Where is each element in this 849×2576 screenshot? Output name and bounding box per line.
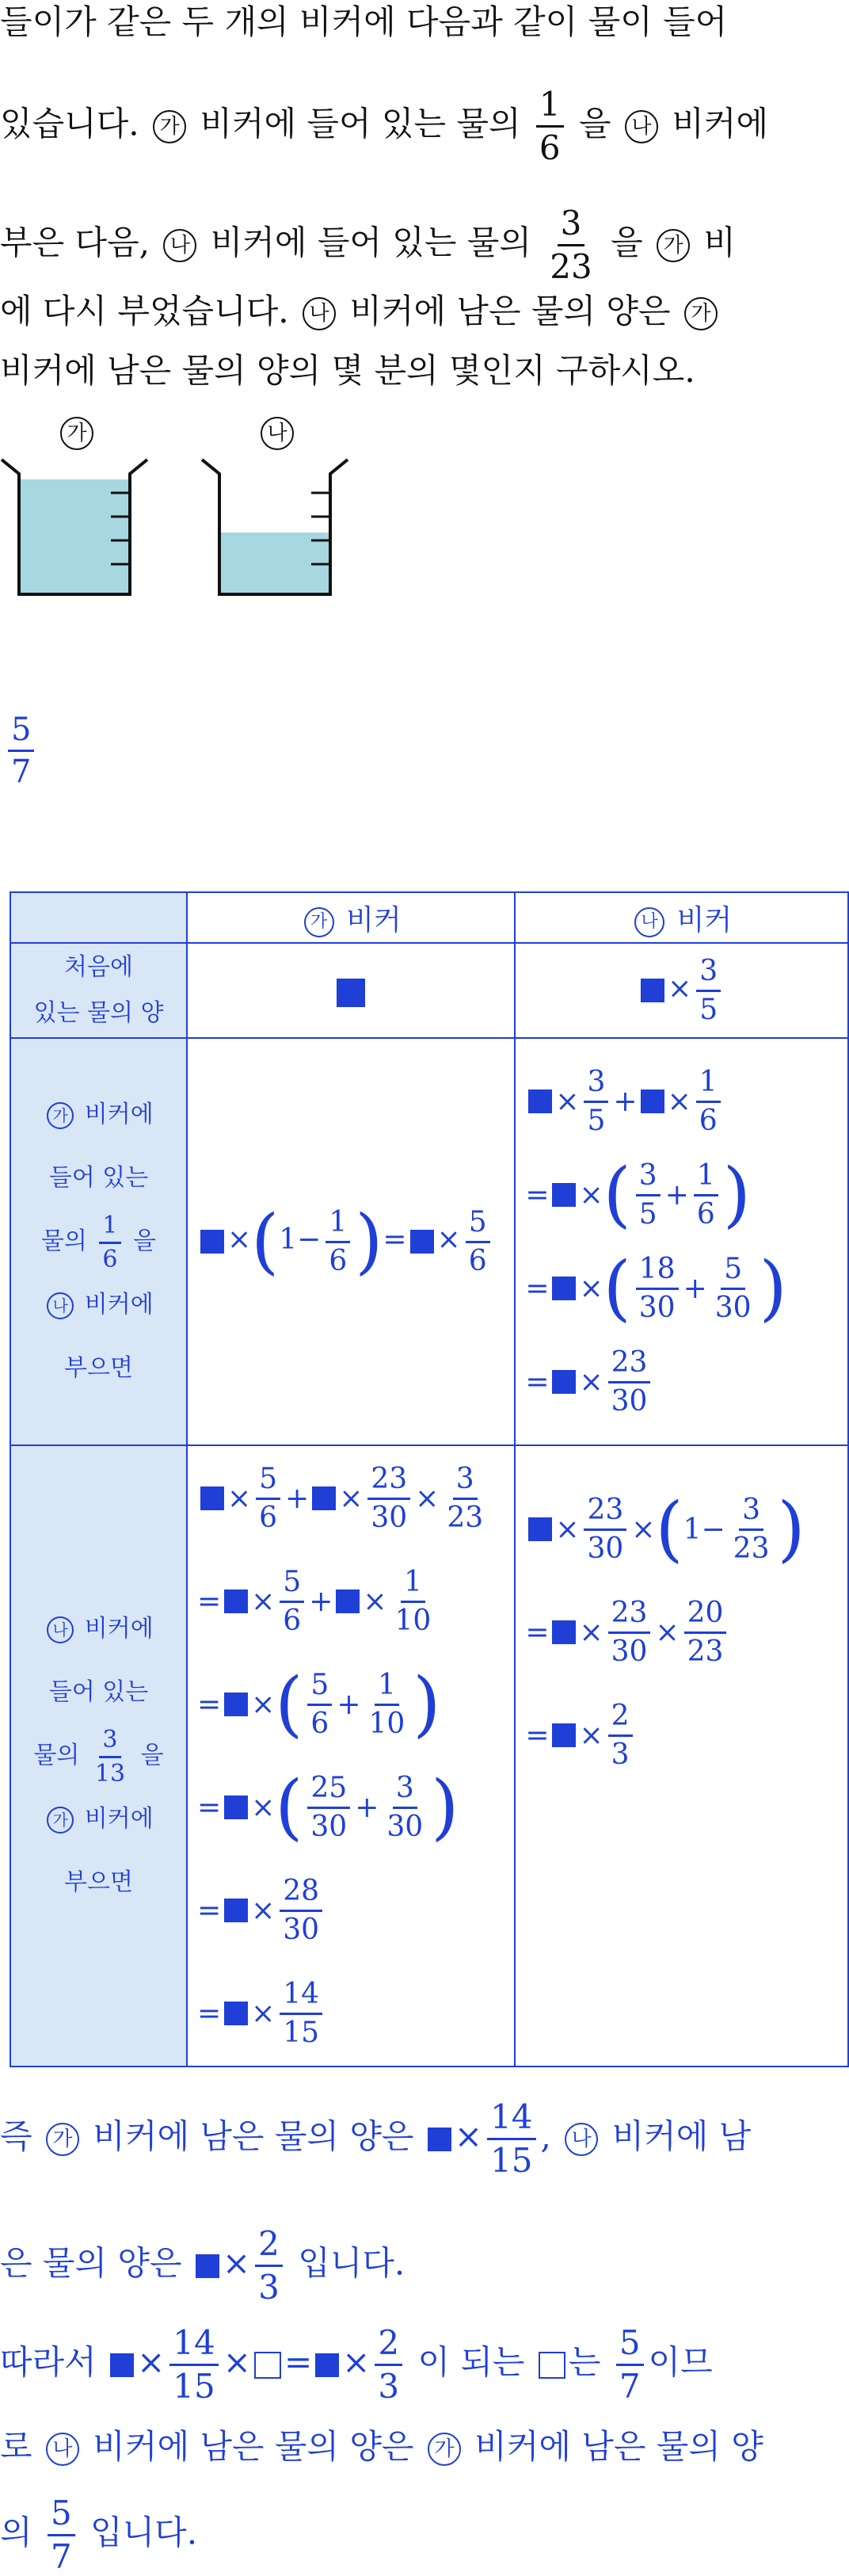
row2-a: ×(1− $\frac{1}{6}$ )= × $\frac{5}{6}$ — [187, 1038, 515, 1445]
answer-fraction: $\frac{5}{7}$ — [8, 713, 34, 788]
beaker-b-symbol: 나 — [625, 110, 658, 143]
row3-b: × $\frac{23}{30}$ × ( 1− $\frac{3}{23}$ ) = × $\frac{23}{30}$ × $\frac{20}{23}$ = × $\frac{2}{3}$ — [515, 1445, 848, 2067]
text: 을 — [579, 104, 611, 143]
explain-line-2: 은 물의 양은 × $\frac{2}{3}$ 입니다. — [0, 2224, 405, 2307]
text: 비커에 남은 물의 양은 — [349, 292, 671, 330]
row1-b: × $\frac{3}{5}$ — [515, 943, 848, 1038]
text: 비커에 — [672, 104, 769, 143]
text: 부은 다음, — [0, 223, 150, 262]
solution-table-wrap — [10, 891, 805, 2070]
fraction-3-23: $\frac{3}{23}$ — [550, 204, 592, 287]
row1-label: 처음에 있는 물의 양 — [10, 943, 187, 1038]
text: 을 — [611, 223, 643, 262]
solution-table — [10, 891, 849, 2067]
row1-a — [187, 943, 515, 1038]
beaker-b-symbol: 나 — [303, 297, 336, 330]
explain-line-3: 따라서 × $\frac{14}{15}$ × = × $\frac{2}{3}$ 이 되는 는 $\frac{5}{7}$ 이므 — [0, 2323, 713, 2406]
text: 비커에 들어 있는 물의 — [200, 104, 521, 143]
problem-line-2 — [0, 87, 768, 166]
explain-line-1: 즉 가 비커에 남은 물의 양은 × $\frac{14}{15}$ , 나 비커에 남 — [0, 2097, 752, 2181]
header-empty — [10, 892, 187, 943]
beaker-a-label: 가 — [60, 417, 93, 450]
row2-label: 가 비커에 들어 있는 물의 $\frac{1}{6}$ 을 나 비커에 부으면 — [10, 1038, 187, 1445]
beaker-b-symbol: 나 — [163, 229, 196, 262]
text: 비커에 들어 있는 물의 — [210, 223, 531, 262]
beaker-b — [202, 460, 348, 594]
beaker-a — [2, 460, 147, 594]
text: 비 — [703, 223, 736, 262]
header-beaker-a: 가 비커 — [187, 892, 515, 943]
explain-line-4: 로 나 비커에 남은 물의 양은 가 비커에 남은 물의 양 — [0, 2427, 763, 2466]
text: 있습니다. — [0, 104, 139, 143]
header-beaker-b: 나 비커 — [515, 892, 848, 943]
beaker-a-symbol: 가 — [153, 110, 186, 143]
problem-line-3 — [0, 204, 736, 287]
problem-line-4 — [0, 289, 721, 334]
beaker-a-symbol: 가 — [657, 229, 690, 262]
explain-line-5: 의 $\frac{5}{7}$ 입니다. — [0, 2494, 198, 2576]
text: 에 다시 부었습니다. — [0, 292, 289, 330]
beaker-b-label: 나 — [261, 417, 294, 450]
fraction-1-6: $\frac{1}{6}$ — [536, 87, 564, 166]
problem-line-1: 들이가 같은 두 개의 비커에 다음과 같이 물이 들어 — [0, 2, 728, 41]
row3-a: × $\frac{5}{6}$ + × $\frac{23}{30}$ × $\frac{3}{23}$ = × $\frac{5}{6}$ + × $\frac{1}{10}$ = × ( $\frac{5}{6}$ + $\frac{1}{10}$ ) = × ( $\frac{25}{30}$ + $\frac{3}{30}$ ) = × $\frac{28}{30}$ = × $\frac{14}{15}$ — [187, 1445, 515, 2067]
row2-b: × $\frac{3}{5}$ + × $\frac{1}{6}$ = × ( $\frac{3}{5}$ + $\frac{1}{6}$ ) = × ( $\frac{18}{30}$ + $\frac{5}{30}$ ) = × $\frac{23}{30}$ — [515, 1038, 848, 1445]
beaker-a-symbol: 가 — [684, 297, 718, 330]
problem-line-5: 비커에 남은 물의 양의 몇 분의 몇인지 구하시오. — [0, 351, 695, 390]
beakers-illustration — [0, 452, 348, 626]
row3-label: 나 비커에 들어 있는 물의 $\frac{3}{13}$ 을 가 비커에 부으면 — [10, 1445, 187, 2067]
answer — [3, 713, 39, 788]
